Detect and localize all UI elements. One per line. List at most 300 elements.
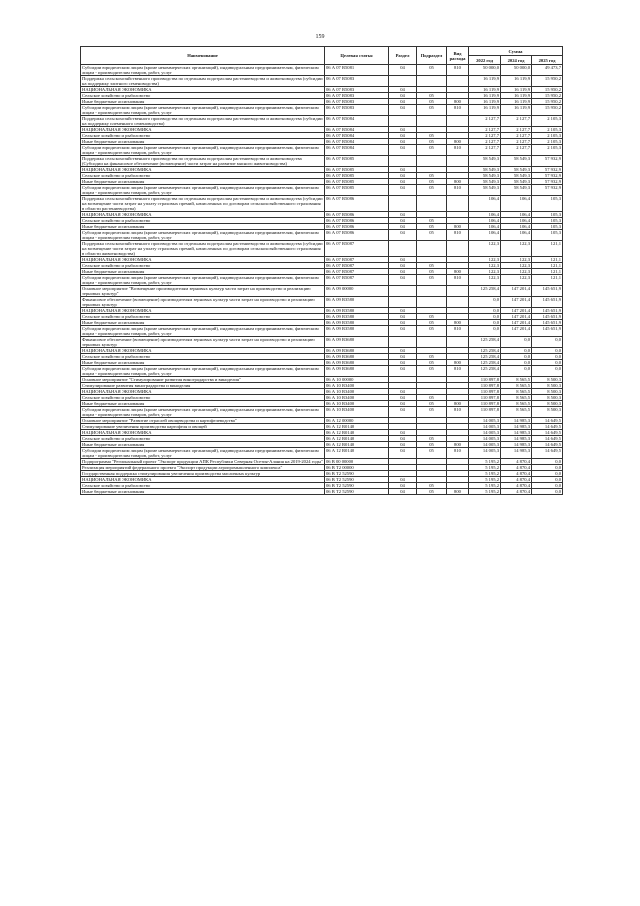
cell-2022: 5 195,2 [469, 459, 501, 465]
cell-name: НАЦИОНАЛЬНАЯ ЭКОНОМИКА [81, 167, 325, 173]
cell-2022: 106,4 [469, 224, 501, 230]
cell-code: 06 А 12 R0140 [325, 436, 389, 442]
cell-2024: 16 119,9 [501, 99, 532, 105]
table-body [81, 65, 563, 495]
cell-subsection: 05 [417, 269, 447, 275]
cell-name: Субсидии юридическим лицам (кроме некоммерческих организаций), индивидуальным предпринимателям, физическим лицам - производителям товаров, работ, услуг [81, 448, 325, 459]
cell-2024: 14 985,3 [501, 418, 532, 424]
cell-2025: 49 473,7 [532, 65, 563, 76]
cell-2025: 57 932,9 [532, 185, 563, 196]
cell-subsection: 05 [417, 139, 447, 145]
cell-exp-type: 800 [447, 442, 469, 448]
cell-subsection: 05 [417, 401, 447, 407]
cell-2022: 106,4 [469, 230, 501, 241]
cell-2022: 16 119,9 [469, 76, 501, 87]
table-row [81, 489, 563, 495]
cell-2024: 58 549,3 [501, 173, 532, 179]
cell-subsection: 05 [417, 326, 447, 337]
cell-code: 06 А 07 R5087 [325, 257, 389, 263]
cell-section: 04 [389, 360, 417, 366]
cell-subsection [417, 286, 447, 297]
cell-2025: 0,0 [532, 465, 563, 471]
cell-2025: 105,3 [532, 212, 563, 218]
cell-2022: 16 119,9 [469, 105, 501, 116]
cell-code: 06 В Т2 52590 [325, 477, 389, 483]
cell-subsection [417, 156, 447, 167]
cell-section: 04 [389, 483, 417, 489]
cell-2024: 122,3 [501, 257, 532, 263]
table-row [81, 366, 563, 377]
cell-exp-type: 800 [447, 360, 469, 366]
cell-name: Субсидии юридическим лицам (кроме некоммерческих организаций), индивидуальным предпринимателям, физическим лицам - производителям товаров, работ, услуг [81, 185, 325, 196]
cell-2025: 14 649,5 [532, 424, 563, 430]
cell-code: 06 А 09 R3580 [325, 308, 389, 314]
cell-2024: 0,0 [501, 360, 532, 366]
cell-2025: 57 932,9 [532, 173, 563, 179]
cell-subsection: 05 [417, 320, 447, 326]
cell-section: 04 [389, 430, 417, 436]
cell-2024: 14 985,3 [501, 430, 532, 436]
header-2025: 2025 год [532, 56, 563, 65]
cell-2025: 2 105,3 [532, 139, 563, 145]
cell-2022: 106,4 [469, 196, 501, 212]
cell-code: 06 А 10 00000 [325, 377, 389, 383]
cell-2022: 5 195,2 [469, 465, 501, 471]
table-row [81, 407, 563, 418]
header-exp-type: Вид расхода [447, 47, 469, 65]
table-row [81, 459, 563, 465]
cell-2025: 2 105,3 [532, 127, 563, 133]
cell-exp-type: 800 [447, 320, 469, 326]
cell-code: 06 А 12 R0140 [325, 424, 389, 430]
cell-code: 06 А 09 R3580 [325, 297, 389, 308]
cell-2025: 15 950,2 [532, 87, 563, 93]
cell-2022: 110 897,8 [469, 377, 501, 383]
cell-code: 06 А 12 R0140 [325, 430, 389, 436]
cell-2024: 8 565,5 [501, 383, 532, 389]
cell-2024: 147 201,4 [501, 297, 532, 308]
cell-section: 04 [389, 133, 417, 139]
cell-section [389, 241, 417, 257]
cell-2022: 0,0 [469, 314, 501, 320]
cell-exp-type [447, 337, 469, 348]
cell-2025: 145 651,9 [532, 326, 563, 337]
cell-2024: 58 549,3 [501, 185, 532, 196]
cell-exp-type: 810 [447, 145, 469, 156]
cell-name: Субсидии юридическим лицам (кроме некоммерческих организаций), индивидуальным предпринимателям, физическим лицам - производителям товаров, работ, услуг [81, 407, 325, 418]
cell-2022: 14 005,3 [469, 448, 501, 459]
cell-2025: 14 649,5 [532, 436, 563, 442]
cell-2025: 14 649,5 [532, 430, 563, 436]
cell-2024: 4 870,4 [501, 483, 532, 489]
cell-exp-type: 810 [447, 230, 469, 241]
cell-2022: 125 258,4 [469, 286, 501, 297]
cell-2022: 125 258,4 [469, 354, 501, 360]
cell-code: 06 А 07 R5083 [325, 105, 389, 116]
cell-name: Финансовое обеспечение (возмещение) производителям зерновых культур части затрат на производство и реализацию зерновых культур [81, 297, 325, 308]
cell-2022: 0,0 [469, 308, 501, 314]
table-row [81, 230, 563, 241]
cell-code: 06 А 07 R5087 [325, 263, 389, 269]
cell-2025: 0,0 [532, 354, 563, 360]
cell-2025: 57 932,9 [532, 167, 563, 173]
cell-name: НАЦИОНАЛЬНАЯ ЭКОНОМИКА [81, 348, 325, 354]
cell-section: 04 [389, 326, 417, 337]
cell-2024: 122,3 [501, 275, 532, 286]
cell-subsection: 05 [417, 224, 447, 230]
cell-2022: 14 005,3 [469, 424, 501, 430]
cell-2024: 14 985,3 [501, 436, 532, 442]
cell-2022: 2 127,7 [469, 139, 501, 145]
cell-section [389, 76, 417, 87]
cell-2025: 15 950,2 [532, 99, 563, 105]
cell-subsection [417, 116, 447, 127]
cell-name: Субсидии юридическим лицам (кроме некоммерческих организаций), индивидуальным предпринимателям, физическим лицам - производителям товаров, работ, услуг [81, 230, 325, 241]
cell-2024: 122,3 [501, 241, 532, 257]
cell-name: Иные бюджетные ассигнования [81, 401, 325, 407]
cell-section: 04 [389, 218, 417, 224]
table-row [81, 105, 563, 116]
cell-2025: 105,3 [532, 230, 563, 241]
cell-2024: 16 119,9 [501, 87, 532, 93]
cell-2025: 105,3 [532, 218, 563, 224]
cell-section: 04 [389, 127, 417, 133]
cell-name: Сельское хозяйство и рыболовство [81, 354, 325, 360]
cell-code: 06 А 07 R5084 [325, 127, 389, 133]
table-row [81, 145, 563, 156]
cell-2024: 122,3 [501, 269, 532, 275]
cell-name: Стимулирование увеличения производства картофеля и овощей [81, 424, 325, 430]
cell-2025: 2 105,3 [532, 133, 563, 139]
cell-name: Сельское хозяйство и рыболовство [81, 395, 325, 401]
cell-subsection [417, 241, 447, 257]
cell-code: 06 А 07 R5083 [325, 93, 389, 99]
table-row [81, 241, 563, 257]
cell-name: Основное мероприятие "Возмещение производителям зерновых культур части затрат на производство и реализацию зерновых культур" [81, 286, 325, 297]
cell-name: Субсидии юридическим лицам (кроме некоммерческих организаций), индивидуальным предпринимателям, физическим лицам - производителям товаров, работ, услуг [81, 275, 325, 286]
cell-section: 04 [389, 145, 417, 156]
cell-subsection: 05 [417, 442, 447, 448]
cell-2022: 0,0 [469, 326, 501, 337]
cell-2025: 105,3 [532, 196, 563, 212]
cell-section: 04 [389, 308, 417, 314]
cell-subsection: 05 [417, 360, 447, 366]
cell-exp-type: 810 [447, 275, 469, 286]
cell-2022: 110 897,8 [469, 389, 501, 395]
cell-subsection: 05 [417, 263, 447, 269]
cell-2024: 147 201,4 [501, 314, 532, 320]
header-name: Наименование [81, 47, 325, 65]
cell-subsection: 05 [417, 407, 447, 418]
cell-2024: 147 201,4 [501, 308, 532, 314]
cell-code: 06 А 07 R5085 [325, 173, 389, 179]
cell-exp-type [447, 241, 469, 257]
cell-section: 04 [389, 230, 417, 241]
cell-name: Государственная поддержка стимулирования увеличения производства масличных культур [81, 471, 325, 477]
cell-2025: 8 500,3 [532, 389, 563, 395]
cell-2022: 110 897,8 [469, 395, 501, 401]
cell-exp-type: 800 [447, 489, 469, 495]
cell-2022: 5 195,2 [469, 471, 501, 477]
cell-2022: 14 005,3 [469, 436, 501, 442]
cell-name: Поддержка сельскохозяйственного производства по отдельным подотраслям растениеводства и животноводства (субсидии на возмещение части затрат на уплату страховых премий, начисленных по договорам сельскохозяйственного страхования в области растениеводства) [82, 196, 323, 211]
cell-2024: 8 565,5 [501, 395, 532, 401]
cell-exp-type [447, 196, 469, 212]
cell-2022: 50 000,0 [469, 65, 501, 76]
cell-2025: 121,1 [532, 257, 563, 263]
cell-2022: 125 258,4 [469, 360, 501, 366]
cell-exp-type: 810 [447, 65, 469, 76]
cell-2022: 58 549,3 [469, 156, 501, 167]
cell-section: 04 [389, 224, 417, 230]
cell-subsection: 05 [417, 230, 447, 241]
cell-2025: 121,1 [532, 263, 563, 269]
cell-section: 04 [389, 436, 417, 442]
header-sum: Сумма [469, 47, 563, 56]
cell-name: Иные бюджетные ассигнования [81, 360, 325, 366]
cell-2025: 8 500,3 [532, 383, 563, 389]
cell-name: Финансовое обеспечение (возмещение) производителям зерновых культур части затрат на производство и реализацию зерновых культур [81, 337, 325, 348]
cell-2024: 4 870,4 [501, 465, 532, 471]
cell-exp-type: 810 [447, 185, 469, 196]
cell-2022: 2 127,7 [469, 116, 501, 127]
cell-name: Иные бюджетные ассигнования [81, 224, 325, 230]
cell-section: 04 [389, 173, 417, 179]
cell-section: 04 [389, 65, 417, 76]
cell-section: 04 [389, 407, 417, 418]
cell-exp-type: 810 [447, 407, 469, 418]
cell-name: Иные бюджетные ассигнования [81, 320, 325, 326]
cell-subsection: 05 [417, 65, 447, 76]
cell-2024: 147 201,4 [501, 326, 532, 337]
cell-2022: 0,0 [469, 320, 501, 326]
cell-2022: 122,3 [469, 263, 501, 269]
cell-exp-type: 810 [447, 448, 469, 459]
cell-2024: 0,0 [501, 354, 532, 360]
cell-subsection: 05 [417, 133, 447, 139]
cell-2025: 121,1 [532, 241, 563, 257]
cell-code: 06 А 07 R5083 [325, 87, 389, 93]
cell-subsection [417, 76, 447, 87]
cell-2024: 147 201,4 [501, 286, 532, 297]
cell-2022: 16 119,9 [469, 99, 501, 105]
cell-section: 04 [389, 366, 417, 377]
cell-code: 06 А 07 R5085 [325, 167, 389, 173]
cell-section: 04 [389, 257, 417, 263]
cell-subsection: 05 [417, 173, 447, 179]
cell-2025: 0,0 [532, 477, 563, 483]
cell-2022: 5 195,2 [469, 489, 501, 495]
cell-subsection: 05 [417, 483, 447, 489]
cell-section: 04 [389, 348, 417, 354]
cell-subsection: 05 [417, 218, 447, 224]
cell-section: 04 [389, 389, 417, 395]
cell-2024: 16 119,9 [501, 105, 532, 116]
cell-exp-type: 800 [447, 401, 469, 407]
cell-2025: 0,0 [532, 366, 563, 377]
cell-2022: 125 258,4 [469, 366, 501, 377]
cell-section: 04 [389, 489, 417, 495]
cell-code: 06 В Т2 00000 [325, 465, 389, 471]
cell-name: Сельское хозяйство и рыболовство [81, 483, 325, 489]
cell-section: 04 [389, 167, 417, 173]
cell-name: Основное мероприятие "Стимулирование развития виноградарства и виноделия" [81, 377, 325, 383]
header-2024: 2024 год [501, 56, 532, 65]
cell-2024: 2 127,7 [501, 127, 532, 133]
cell-name: НАЦИОНАЛЬНАЯ ЭКОНОМИКА [81, 212, 325, 218]
cell-name: НАЦИОНАЛЬНАЯ ЭКОНОМИКА [81, 389, 325, 395]
cell-2025: 0,0 [532, 459, 563, 465]
cell-subsection: 05 [417, 185, 447, 196]
cell-subsection: 05 [417, 395, 447, 401]
cell-name: Поддержка сельскохозяйственного производства по отдельным подотраслям растениеводства и животноводства (субсидии на возмещение части затрат на уплату страховых премий, начисленных по договорам сельскохозяйственного страхования в области животноводства) [82, 241, 323, 256]
cell-name: Иные бюджетные ассигнования [81, 489, 325, 495]
cell-2025: 0,0 [532, 360, 563, 366]
cell-2024: 106,4 [501, 230, 532, 241]
cell-2025: 0,0 [532, 337, 563, 348]
cell-code: 06 А 07 R5084 [325, 133, 389, 139]
cell-section: 04 [389, 185, 417, 196]
cell-2025: 14 649,5 [532, 448, 563, 459]
cell-section [389, 297, 417, 308]
cell-2024: 8 565,5 [501, 377, 532, 383]
cell-name: Сельское хозяйство и рыболовство [81, 218, 325, 224]
cell-2025: 121,1 [532, 269, 563, 275]
cell-2024: 50 000,0 [501, 65, 532, 76]
cell-2025: 2 105,3 [532, 116, 563, 127]
cell-2024: 4 870,4 [501, 489, 532, 495]
cell-subsection: 05 [417, 314, 447, 320]
cell-name: Реализация мероприятий федерального проекта "Экспорт продукции агропромышленного комплекса" [81, 465, 325, 471]
cell-2024: 8 565,5 [501, 407, 532, 418]
cell-2025: 145 651,9 [532, 308, 563, 314]
cell-2022: 58 549,3 [469, 185, 501, 196]
cell-2024: 16 119,9 [501, 93, 532, 99]
cell-exp-type [447, 76, 469, 87]
cell-code: 06 А 07 R5086 [325, 196, 389, 212]
cell-code: 06 А 10 R3400 [325, 389, 389, 395]
cell-exp-type: 800 [447, 224, 469, 230]
cell-2022: 110 897,8 [469, 401, 501, 407]
cell-name: Иные бюджетные ассигнования [81, 442, 325, 448]
cell-code: 06 А 07 R5086 [325, 224, 389, 230]
cell-section [389, 116, 417, 127]
cell-code: 06 А 09 R3680 [325, 366, 389, 377]
cell-2025: 2 105,3 [532, 145, 563, 156]
cell-code: 06 А 09 R3580 [325, 320, 389, 326]
cell-2025: 8 500,3 [532, 395, 563, 401]
cell-2025: 8 500,3 [532, 377, 563, 383]
cell-subsection: 05 [417, 99, 447, 105]
cell-name: НАЦИОНАЛЬНАЯ ЭКОНОМИКА [81, 127, 325, 133]
cell-2025: 8 500,3 [532, 407, 563, 418]
cell-2022: 106,4 [469, 212, 501, 218]
cell-name: Основное мероприятие "Развитие отраслей овощеводства и картофелеводства" [81, 418, 325, 424]
cell-name: НАЦИОНАЛЬНАЯ ЭКОНОМИКА [81, 308, 325, 314]
cell-2024: 14 985,3 [501, 442, 532, 448]
cell-2025: 0,0 [532, 483, 563, 489]
cell-2022: 125 258,4 [469, 337, 501, 348]
table-header [81, 47, 563, 65]
cell-2022: 14 005,3 [469, 418, 501, 424]
cell-2024: 2 127,7 [501, 133, 532, 139]
cell-section: 04 [389, 448, 417, 459]
cell-name: Сельское хозяйство и рыболовство [81, 263, 325, 269]
cell-2022: 58 549,3 [469, 167, 501, 173]
cell-name: Поддержка сельскохозяйственного производства по отдельным подотраслям растениеводства и животноводства (субсидии на поддержку племенного семеноводства) [82, 116, 323, 126]
cell-subsection: 05 [417, 275, 447, 286]
cell-2024: 0,0 [501, 366, 532, 377]
cell-name: Сельское хозяйство и рыболовство [81, 133, 325, 139]
cell-2025: 15 950,2 [532, 105, 563, 116]
cell-name: Субсидии юридическим лицам (кроме некоммерческих организаций), индивидуальным предпринимателям, физическим лицам - производителям товаров, работ, услуг [81, 65, 325, 76]
cell-name: Иные бюджетные ассигнования [81, 179, 325, 185]
cell-code: 06 В Т2 52590 [325, 489, 389, 495]
cell-2024: 4 870,4 [501, 477, 532, 483]
cell-exp-type [447, 156, 469, 167]
header-subsection: Подраздел [417, 47, 447, 65]
cell-code: 06 А 09 R3680 [325, 354, 389, 360]
cell-section: 04 [389, 354, 417, 360]
cell-subsection: 05 [417, 366, 447, 377]
cell-2024: 58 549,3 [501, 179, 532, 185]
cell-code: 06 В Т2 52590 [325, 471, 389, 477]
table-row [81, 196, 563, 212]
cell-exp-type: 800 [447, 269, 469, 275]
cell-code: 06 А 07 R5086 [325, 212, 389, 218]
cell-code: 06 А 07 R5086 [325, 230, 389, 241]
cell-section: 04 [389, 139, 417, 145]
cell-code: 06 А 07 R5081 [325, 65, 389, 76]
cell-2022: 2 127,7 [469, 133, 501, 139]
cell-2024: 106,4 [501, 196, 532, 212]
cell-2024: 14 985,3 [501, 424, 532, 430]
cell-2022: 2 127,7 [469, 127, 501, 133]
table-row [81, 76, 563, 87]
cell-exp-type: 810 [447, 366, 469, 377]
cell-subsection: 05 [417, 93, 447, 99]
cell-name: Сельское хозяйство и рыболовство [81, 314, 325, 320]
cell-2024: 106,4 [501, 224, 532, 230]
cell-code: 06 А 07 R5087 [325, 241, 389, 257]
cell-code: 06 А 07 R5084 [325, 145, 389, 156]
cell-2024: 58 549,3 [501, 167, 532, 173]
page-number: 159 [315, 34, 325, 40]
cell-code: 06 А 07 R5087 [325, 269, 389, 275]
cell-2024: 8 565,5 [501, 389, 532, 395]
cell-name: Сельское хозяйство и рыболовство [81, 93, 325, 99]
cell-2024: 16 119,9 [501, 76, 532, 87]
cell-subsection: 05 [417, 179, 447, 185]
cell-section [389, 337, 417, 348]
cell-2025: 145 651,9 [532, 297, 563, 308]
cell-code: 06 А 07 R5084 [325, 139, 389, 145]
cell-code: 06 В 00 00000 [325, 459, 389, 465]
cell-2022: 58 549,3 [469, 179, 501, 185]
cell-2024: 8 565,5 [501, 401, 532, 407]
cell-exp-type: 810 [447, 105, 469, 116]
cell-section: 04 [389, 275, 417, 286]
cell-2024: 2 127,7 [501, 145, 532, 156]
cell-2022: 2 127,7 [469, 145, 501, 156]
cell-2022: 0,0 [469, 297, 501, 308]
cell-2022: 16 119,9 [469, 93, 501, 99]
cell-section: 04 [389, 269, 417, 275]
cell-code: 06 А 09 R3680 [325, 360, 389, 366]
cell-subsection [417, 196, 447, 212]
cell-code: 06 А 09 00000 [325, 286, 389, 297]
cell-exp-type [447, 297, 469, 308]
